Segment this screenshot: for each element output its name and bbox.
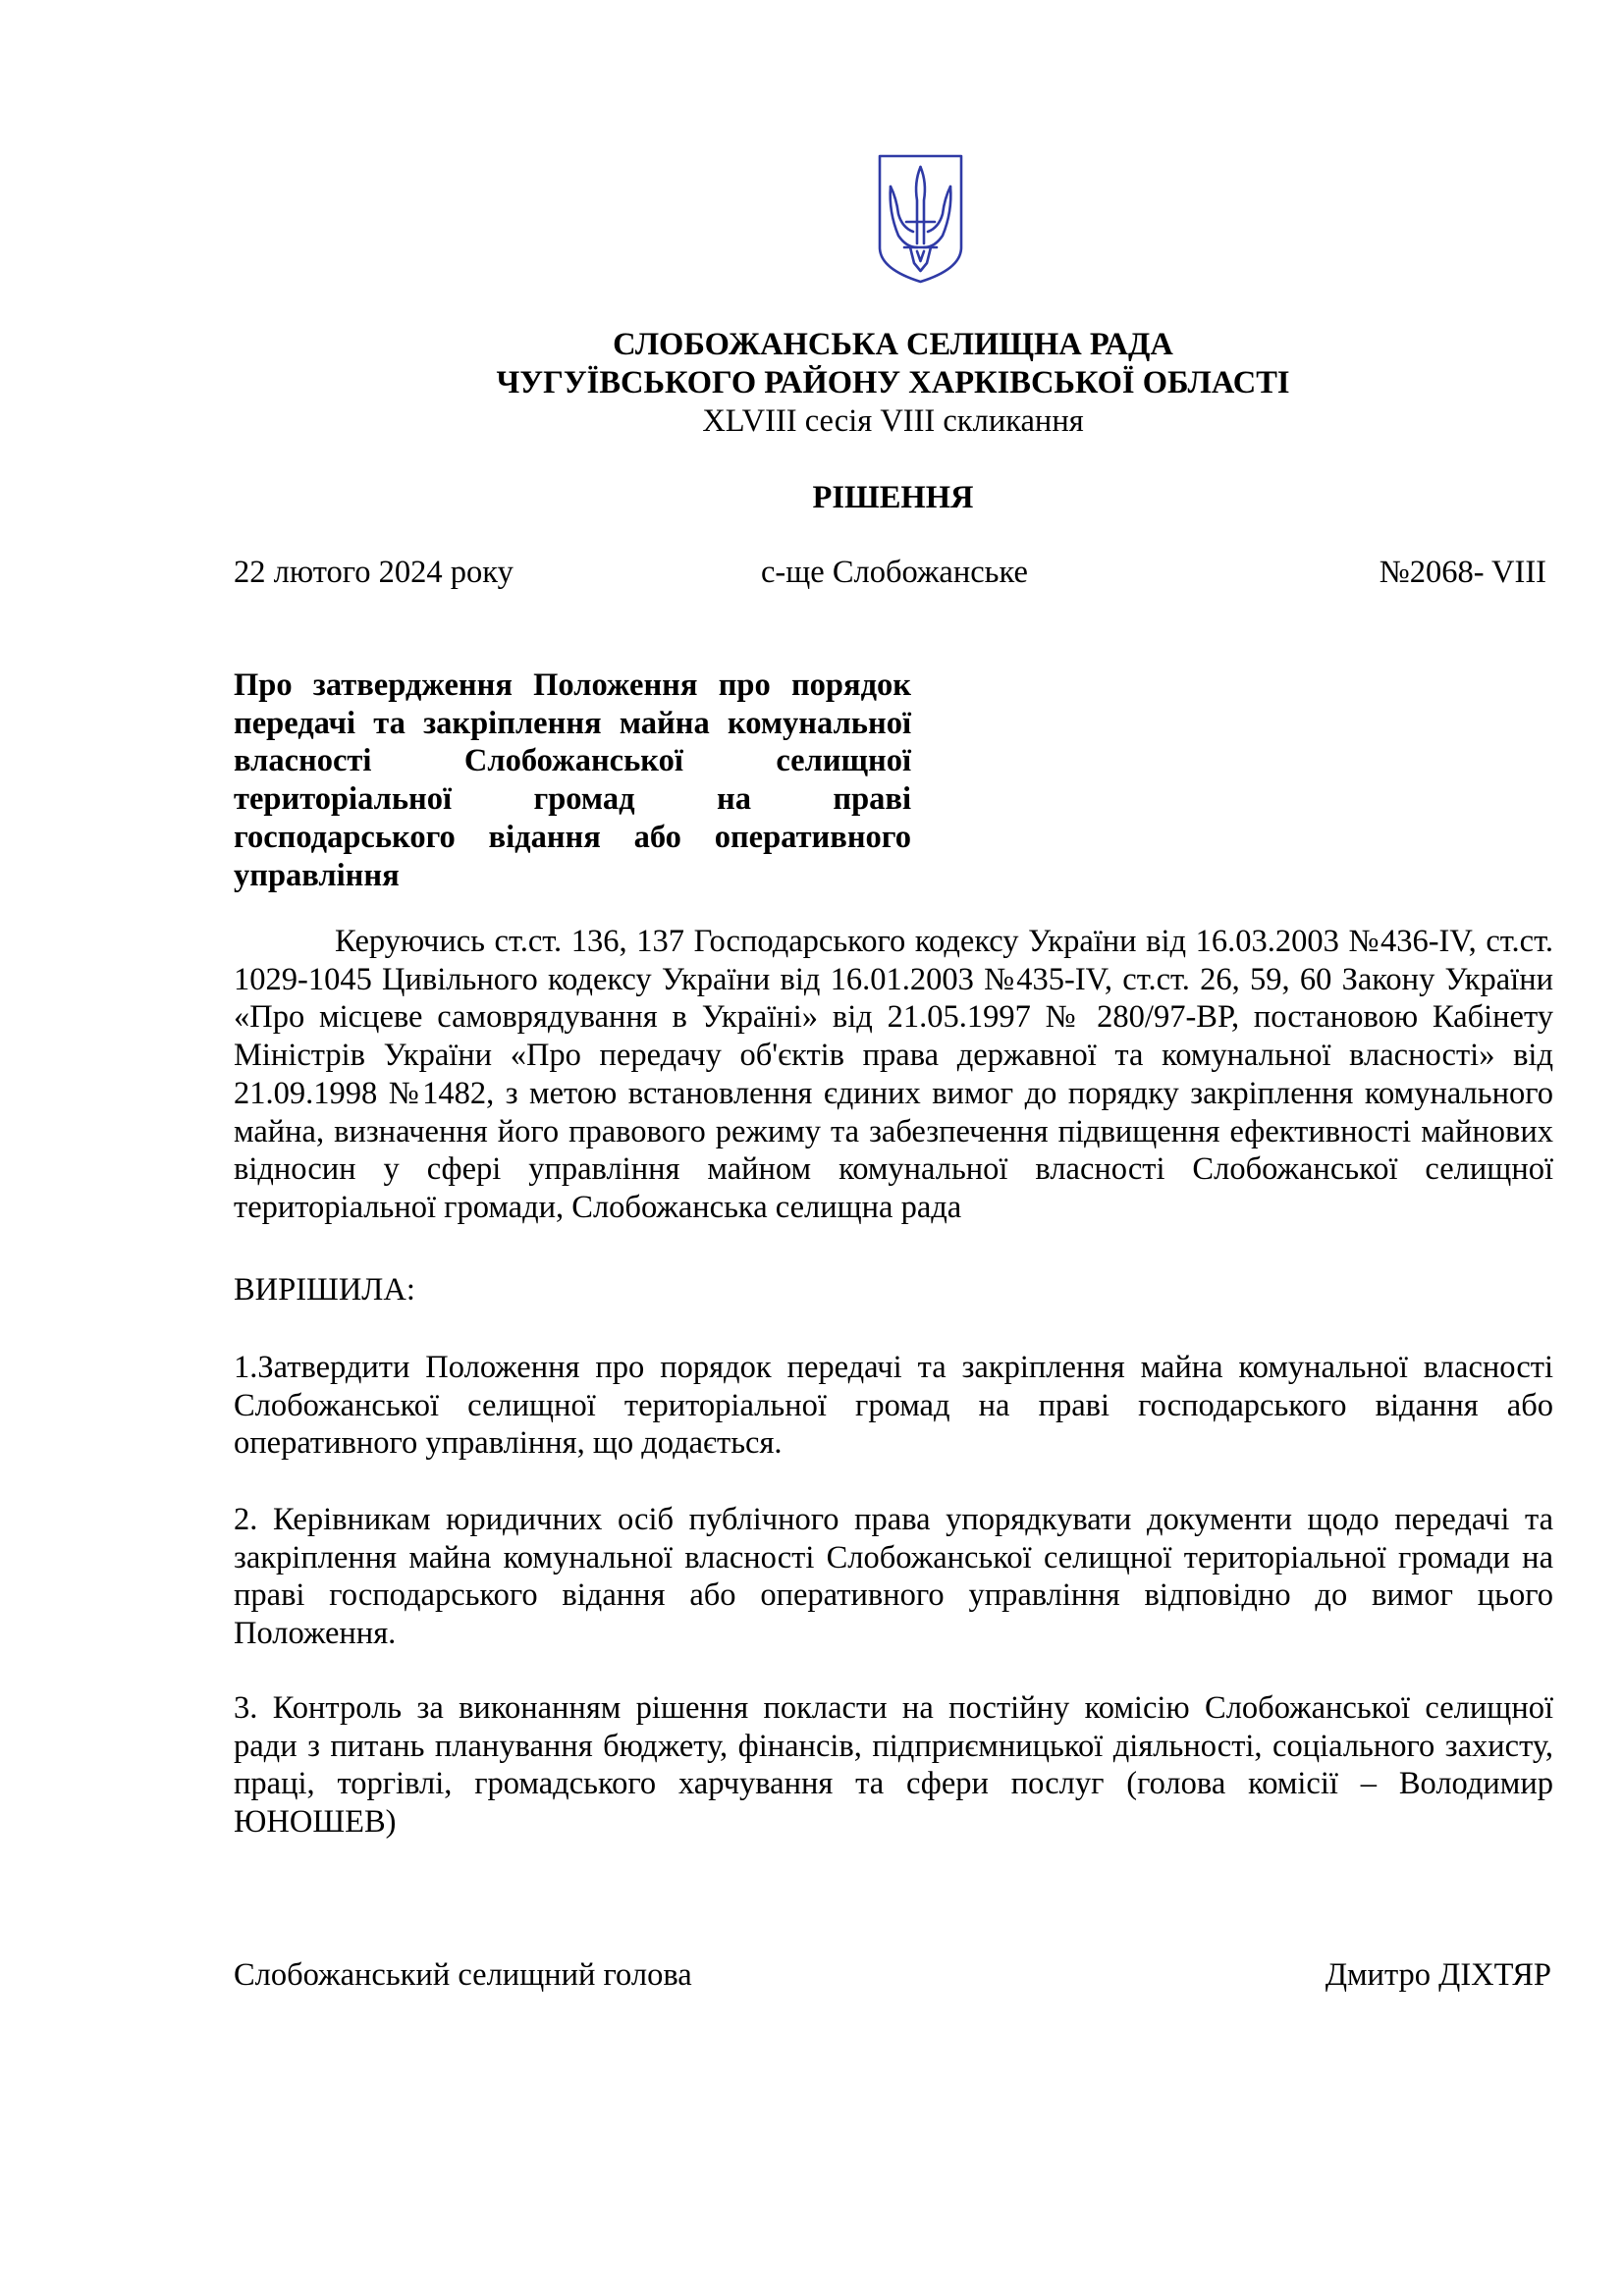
resolved-label: ВИРІШИЛА: [234, 1272, 415, 1308]
council-name: СЛОБОЖАНСЬКА СЕЛИЩНА РАДА [613, 327, 1173, 362]
document-place: с-ще Слобожанське [761, 555, 1028, 590]
session-info: XLVIII сесія VIII скликання [702, 403, 1084, 439]
resolution-item-2: 2. Керівникам юридичних осіб публічного права упорядкувати документи щодо передачі та закріплення майна комунальної власності Слобожанської селищної територіальної громади на праві господарського відання або оперативного управління відповідно до вимог цього Положення. [234, 1502, 1553, 1652]
district-name: ЧУГУЇВСЬКОГО РАЙОНУ ХАРКІВСЬКОЇ ОБЛАСТІ [496, 365, 1290, 400]
coat-of-arms-of-ukraine-icon [877, 153, 964, 285]
signature-position: Слобожанський селищний голова [234, 1957, 692, 1993]
document-number: №2068- VIII [1379, 555, 1546, 590]
signature-name: Дмитро ДІХТЯР [1325, 1957, 1551, 1993]
resolution-item-1: 1.Затвердити Положення про порядок передачі та закріплення майна комунальної власності Слобожанської селищної територіальної громад на праві господарського відання або оперативного управління, що додається. [234, 1350, 1553, 1462]
document-subject: Про затвердження Положення про порядок передачі та закріплення майна комунальної власності Слобожанської селищної територіальної громад на праві господарського відання або оперативного управління [234, 667, 911, 893]
resolution-item-3: 3. Контроль за виконанням рішення покласти на постійну комісію Слобожанської селищної ради з питань планування бюджету, фінансів, підприємницької діяльності, соціального захисту, праці, торгівлі, громадського харчування та сфери послуг (голова комісії – Володимир ЮНОШЕВ) [234, 1690, 1553, 1841]
document-type: РІШЕННЯ [812, 480, 974, 515]
preamble: Керуючись ст.ст. 136, 137 Господарського кодексу України від 16.03.2003 №436-IV, ст.ст. 1029-1045 Цивільного кодексу України від 16.01.2003 №435-IV, ст.ст. 26, 59, 60 Закону України «Про місцеве самоврядування в Україні» від 21.05.1997 № 280/97-ВР, постановою Кабінету Міністрів України «Про передачу об'єктів права державної та комунальної власності» від 21.09.1998 №1482, з метою встановлення єдиних вимог до порядку закріплення комунального майна, визначення його правового режиму та забезпечення підвищення ефективності майнових відносин у сфері управління майном комунальної власності Слобожанської селищної територіальної громади, Слобожанська селищна рада [234, 924, 1553, 1225]
document-date: 22 лютого 2024 року [234, 555, 514, 590]
